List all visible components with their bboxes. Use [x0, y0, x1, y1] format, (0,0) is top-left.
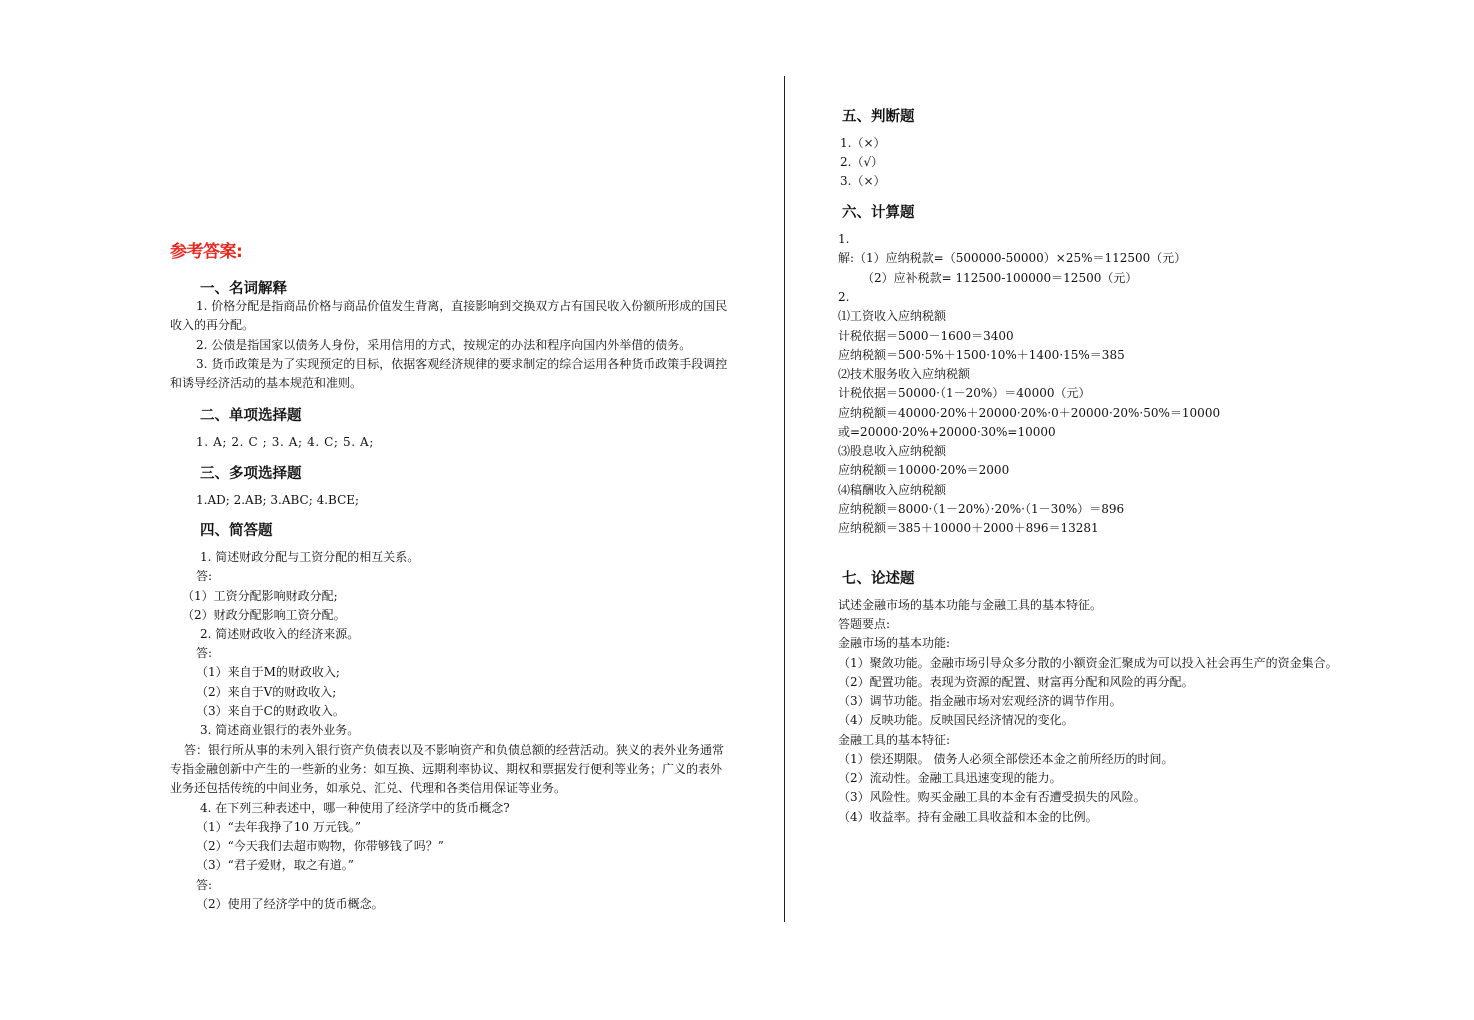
answer-text: 1.（×）	[840, 136, 886, 150]
answer-text: 3. 货币政策是为了实现预定的目标，依据客观经济规律的要求制定的综合运用各种货币政策手段调控	[196, 357, 728, 371]
question-text: 3. 简述商业银行的表外业务。	[200, 723, 360, 737]
essay-line: 金融工具的基本特征:	[838, 733, 951, 747]
calc-line: 应纳税额＝8000·（1－20%）·20%·（1－30%）＝896	[838, 502, 1125, 516]
essay-line: 试述金融市场的基本功能与金融工具的基本特征。	[838, 598, 1103, 612]
essay-line: 金融市场的基本功能:	[838, 636, 951, 650]
section-heading-terms: 一、名词解释	[200, 281, 287, 297]
essay-line: （2）配置功能。表现为资源的配置、财富再分配和风险的再分配。	[838, 675, 1194, 689]
essay-line: （1）聚敛功能。金融市场引导众多分散的小额资金汇聚成为可以投入社会再生产的资金集合。	[838, 656, 1338, 670]
calc-line: 计税依据＝5000－1600＝3400	[838, 329, 1014, 343]
calc-line: 1.	[838, 232, 850, 246]
answer-text: 1. A; 2. C ; 3. A; 4. C; 5. A;	[196, 435, 374, 449]
column-divider	[784, 76, 785, 922]
answer-text: 答:	[196, 878, 213, 892]
answer-text: 1. 价格分配是指商品价格与商品价值发生背离，直接影响到交换双方占有国民收入份额所形成的国民	[196, 299, 728, 313]
answer-text: （1）工资分配影响财政分配;	[182, 589, 338, 603]
answer-text: （2）财政分配影响工资分配。	[182, 608, 346, 622]
calc-line: 应纳税额＝10000·20%＝2000	[838, 463, 1010, 477]
calc-line: 计税依据＝50000·（1－20%）＝40000（元）	[838, 386, 1091, 400]
essay-line: （1）偿还期限。 债务人必须全部偿还本金之前所经历的时间。	[838, 752, 1174, 766]
question-text: 1. 简述财政分配与工资分配的相互关系。	[200, 550, 420, 564]
answer-text: （2）使用了经济学中的货币概念。	[196, 897, 384, 911]
calc-line: 解:（1）应纳税款=（500000-50000）×25%＝112500（元）	[838, 251, 1187, 265]
calc-line: 2.	[838, 290, 850, 304]
section-heading-single-choice: 二、单项选择题	[200, 408, 302, 424]
answer-text: 答:	[196, 646, 213, 660]
calc-line: 应纳税额＝500·5%＋1500·10%＋1400·15%＝385	[838, 348, 1125, 362]
essay-line: （4）反映功能。反映国民经济情况的变化。	[838, 713, 1074, 727]
answer-key-title: 参考答案:	[170, 242, 243, 262]
option-text: （1）“去年我挣了10 万元钱。”	[196, 820, 361, 834]
answer-text: （3）来自于C的财政收入。	[196, 704, 345, 718]
answer-text: 1.AD; 2.AB; 3.ABC; 4.BCE;	[196, 493, 360, 507]
answer-text: 收入的再分配。	[170, 318, 255, 332]
essay-line: （3）风险性。购买金融工具的本金有否遭受损失的风险。	[838, 790, 1146, 804]
answer-text: 2.（√）	[840, 155, 884, 169]
calc-line: （2）应补税款= 112500-100000＝12500（元）	[862, 271, 1138, 285]
section-heading-calculation: 六、计算题	[842, 205, 915, 221]
calc-line: ⑵技术服务收入应纳税额	[838, 367, 971, 381]
answer-text: 业务还包括传统的中间业务，如承兑、汇兑、代理和各类信用保证等业务。	[170, 781, 567, 795]
answer-text: （1）来自于M的财政收入;	[196, 665, 340, 679]
answer-text: 和诱导经济活动的基本规范和准则。	[170, 376, 363, 390]
answer-text: （2）来自于V的财政收入;	[196, 685, 337, 699]
question-text: 4. 在下列三种表述中，哪一种使用了经济学中的货币概念?	[200, 801, 510, 815]
answer-text: 答:	[196, 569, 213, 583]
answer-text: 3.（×）	[840, 174, 886, 188]
calc-line: ⑴工资收入应纳税额	[838, 309, 947, 323]
section-heading-essay: 七、论述题	[842, 571, 915, 587]
calc-line: 应纳税额＝40000·20%＋20000·20%·0＋20000·20%·50%＝10000	[838, 406, 1221, 420]
section-heading-short-answer: 四、简答题	[200, 523, 273, 539]
answer-text: 专指金融创新中产生的一些新的业务：如互换、远期利率协议、期权和票据发行便利等业务；广义的表外	[170, 762, 723, 776]
section-heading-multi-choice: 三、多项选择题	[200, 466, 302, 482]
answer-text: 2. 公债是指国家以债务人身份，采用信用的方式，按规定的办法和程序向国内外举借的债务。	[196, 338, 692, 352]
essay-line: （2）流动性。金融工具迅速变现的能力。	[838, 771, 1062, 785]
question-text: 2. 简述财政收入的经济来源。	[200, 627, 360, 641]
calc-line: ⑶股息收入应纳税额	[838, 444, 947, 458]
calc-line: ⑷稿酬收入应纳税额	[838, 483, 947, 497]
section-heading-true-false: 五、判断题	[842, 109, 915, 125]
calc-line: 应纳税额＝385＋10000＋2000＋896＝13281	[838, 521, 1099, 535]
calc-line: 或=20000·20%+20000·30%=10000	[838, 425, 1056, 439]
option-text: （3）“君子爱财，取之有道。”	[196, 858, 354, 872]
essay-line: （3）调节功能。指金融市场对宏观经济的调节作用。	[838, 694, 1122, 708]
essay-line: （4）收益率。持有金融工具收益和本金的比例。	[838, 810, 1098, 824]
essay-line: 答题要点:	[838, 617, 891, 631]
option-text: （2）“今天我们去超市购物，你带够钱了吗？”	[196, 839, 444, 853]
answer-text: 答：银行所从事的未列入银行资产负债表以及不影响资产和负债总额的经营活动。狭义的表外业务通常	[184, 743, 725, 757]
